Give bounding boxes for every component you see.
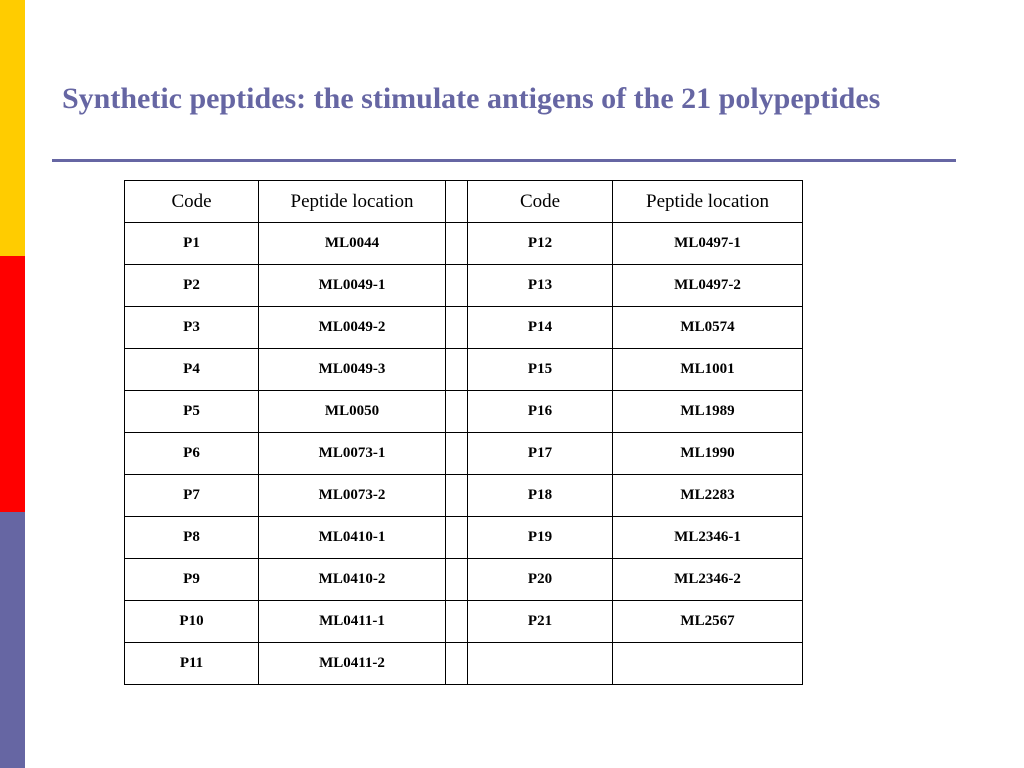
side-bar-blue bbox=[0, 512, 25, 768]
table-row bbox=[125, 475, 803, 517]
cell-location: ML0050 bbox=[259, 391, 446, 433]
cell-gap bbox=[446, 223, 468, 265]
cell-code: P2 bbox=[125, 265, 259, 307]
table-row bbox=[125, 307, 803, 349]
cell-code: P6 bbox=[125, 433, 259, 475]
cell-location: ML0049-1 bbox=[259, 265, 446, 307]
cell-location: ML0049-2 bbox=[259, 307, 446, 349]
cell-location: ML0044 bbox=[259, 223, 446, 265]
cell-code: P4 bbox=[125, 349, 259, 391]
cell-location: ML1001 bbox=[613, 349, 803, 391]
table-row bbox=[125, 391, 803, 433]
cell-code: P18 bbox=[468, 475, 613, 517]
side-bar-red bbox=[0, 256, 25, 512]
title-underline bbox=[52, 159, 956, 162]
cell-code: P19 bbox=[468, 517, 613, 559]
slide-title: Synthetic peptides: the stimulate antigens of the 21 polypeptides bbox=[62, 82, 881, 115]
cell-location: ML0497-1 bbox=[613, 223, 803, 265]
cell-code: P10 bbox=[125, 601, 259, 643]
cell-location: ML2346-1 bbox=[613, 517, 803, 559]
cell-code: P8 bbox=[125, 517, 259, 559]
cell-location: ML0049-3 bbox=[259, 349, 446, 391]
cell-code: P14 bbox=[468, 307, 613, 349]
table-row bbox=[125, 349, 803, 391]
table-row bbox=[125, 601, 803, 643]
cell-code: P13 bbox=[468, 265, 613, 307]
cell-location: ML0497-2 bbox=[613, 265, 803, 307]
cell-code: P21 bbox=[468, 601, 613, 643]
cell-code: P15 bbox=[468, 349, 613, 391]
cell-gap bbox=[446, 433, 468, 475]
header-code-left: Code bbox=[125, 181, 259, 223]
cell-code: P1 bbox=[125, 223, 259, 265]
cell-code: P5 bbox=[125, 391, 259, 433]
cell-code: P12 bbox=[468, 223, 613, 265]
cell-location: ML2346-2 bbox=[613, 559, 803, 601]
cell-gap bbox=[446, 517, 468, 559]
cell-location: ML2283 bbox=[613, 475, 803, 517]
cell-location: ML0411-1 bbox=[259, 601, 446, 643]
cell-code: P9 bbox=[125, 559, 259, 601]
cell-gap bbox=[446, 265, 468, 307]
header-gap bbox=[446, 181, 468, 223]
cell-gap bbox=[446, 643, 468, 685]
cell-location: ML0411-2 bbox=[259, 643, 446, 685]
table-header-row bbox=[125, 181, 803, 223]
cell-gap bbox=[446, 601, 468, 643]
cell-code: P16 bbox=[468, 391, 613, 433]
cell-gap bbox=[446, 307, 468, 349]
table-row bbox=[125, 559, 803, 601]
cell-gap bbox=[446, 475, 468, 517]
side-bar-yellow bbox=[0, 0, 25, 256]
cell-code: P17 bbox=[468, 433, 613, 475]
table-row bbox=[125, 643, 803, 685]
header-location-left: Peptide location bbox=[259, 181, 446, 223]
cell-location: ML0574 bbox=[613, 307, 803, 349]
cell-location: ML0410-1 bbox=[259, 517, 446, 559]
cell-gap bbox=[446, 559, 468, 601]
table-row bbox=[125, 265, 803, 307]
table-row bbox=[125, 433, 803, 475]
cell-location: ML1990 bbox=[613, 433, 803, 475]
cell-code: P20 bbox=[468, 559, 613, 601]
cell-gap bbox=[446, 349, 468, 391]
table-row bbox=[125, 517, 803, 559]
cell-location: ML0073-2 bbox=[259, 475, 446, 517]
cell-code: P3 bbox=[125, 307, 259, 349]
header-location-right: Peptide location bbox=[613, 181, 803, 223]
cell-location: ML0410-2 bbox=[259, 559, 446, 601]
table-row bbox=[125, 223, 803, 265]
header-code-right: Code bbox=[468, 181, 613, 223]
cell-location: ML0073-1 bbox=[259, 433, 446, 475]
cell-code: P7 bbox=[125, 475, 259, 517]
cell-location: ML2567 bbox=[613, 601, 803, 643]
peptide-table bbox=[124, 180, 803, 685]
cell-code bbox=[468, 643, 613, 685]
cell-location: ML1989 bbox=[613, 391, 803, 433]
cell-location bbox=[613, 643, 803, 685]
cell-gap bbox=[446, 391, 468, 433]
cell-code: P11 bbox=[125, 643, 259, 685]
